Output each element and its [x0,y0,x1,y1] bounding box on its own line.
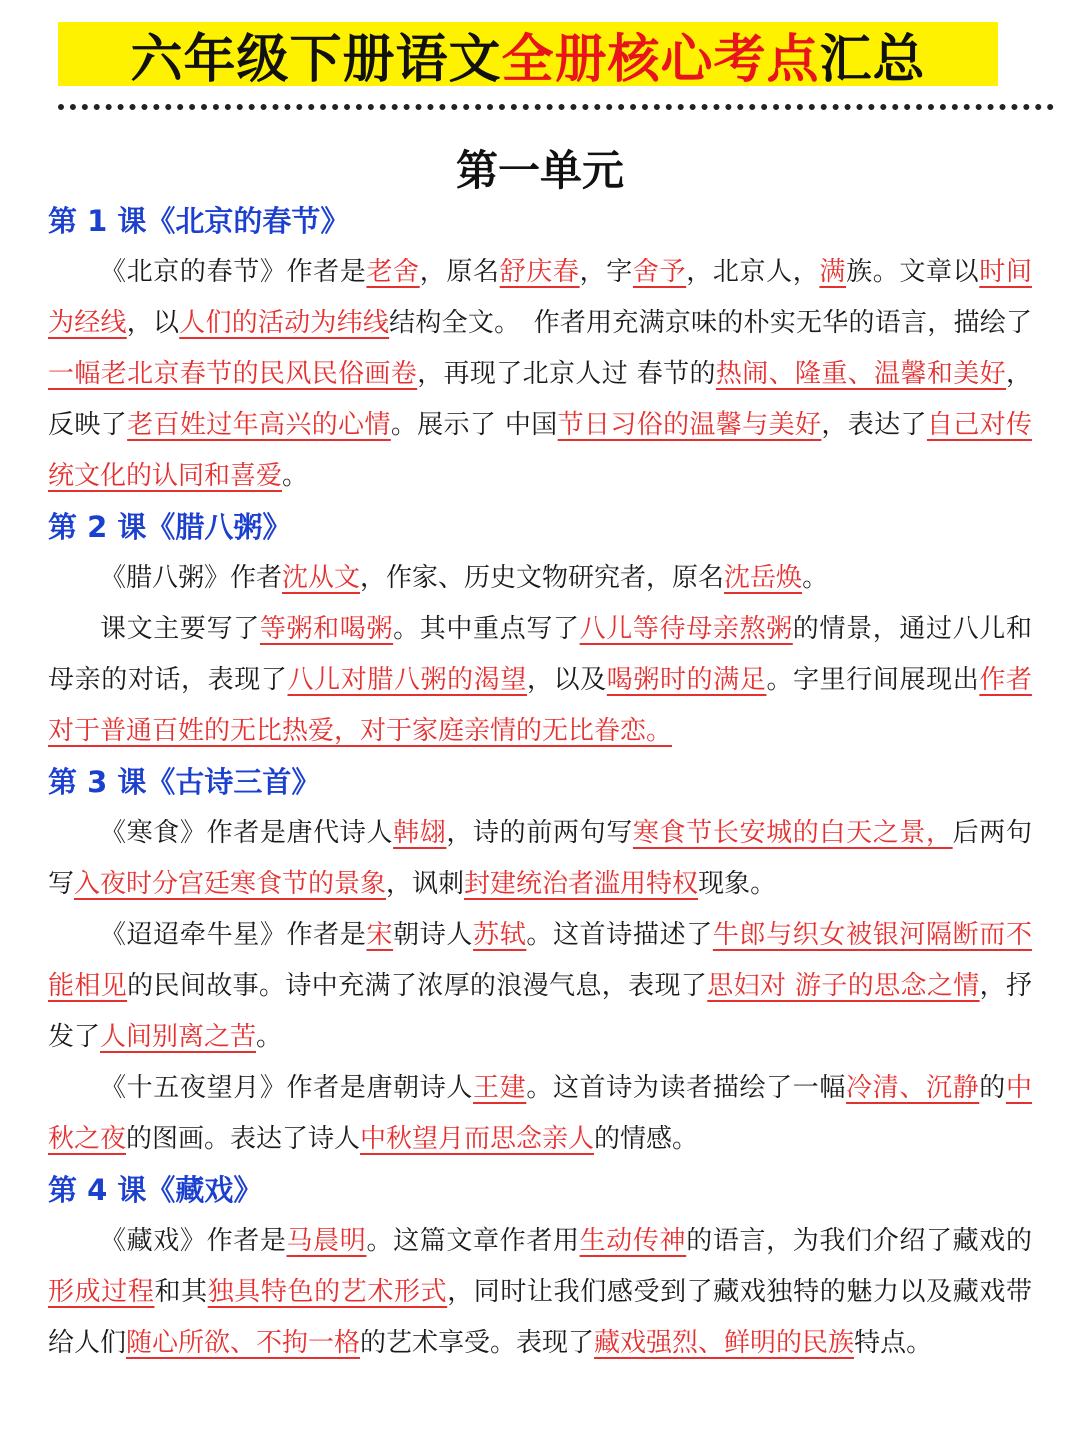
body-text: 《迢迢牵牛星》作者是 [100,920,367,950]
body-text: ，同时让我们感受到了藏戏独特的魅力以及藏戏带给人们 [48,1277,1032,1358]
unit-title: 第一单元 [455,146,624,195]
body-text: 的艺术享受。表现了 [360,1328,595,1358]
body-text: 《寒食》作者是唐代诗人 [100,818,394,848]
body-text: 的民间故事。诗中充满了浓厚的浪漫气息，表现了 [127,971,708,1001]
key-point-text: 热闹、隆重、温馨和美好 [715,359,1006,389]
lesson-heading: 第 4 课《藏戏》 [48,1173,263,1207]
key-point-text: 中秋之夜 [48,1073,1032,1154]
key-point-text: 作者对于普通百姓的无比热爱，对于家庭亲情的无比眷恋。 [48,665,1032,746]
body-text: 。展示了 中国 [390,410,558,440]
title-banner [58,22,998,90]
body-text: ，原名 [419,257,500,287]
body-text: 后两句写 [48,818,1032,899]
body-text: 的情感。 [594,1124,699,1154]
key-point-text: 王建 [473,1073,527,1103]
body-text: 《十五夜望月》作者是唐朝诗人 [100,1073,474,1103]
body-text: 。 [802,563,829,593]
lesson-paragraph [48,808,1032,910]
lesson-heading: 第 3 课《古诗三首》 [48,765,321,799]
body-text: ，诗的前两句写 [446,818,633,848]
key-point-text: 时间为经线 [48,257,1032,338]
lesson-heading: 第 1 课《北京的春节》 [48,204,350,238]
lesson-paragraph [48,1063,1032,1165]
body-text: ，再现了北京人过 春节的 [417,359,716,389]
body-text: ，讽刺 [386,869,465,899]
body-text: 的 [979,1073,1006,1103]
body-text: 《北京的春节》作者是 [100,257,367,287]
key-point-text: 寒食节长安城的白天之景， [632,818,953,848]
body-text: 《腊八粥》作者 [100,563,283,593]
key-point-text: 宋 [366,920,394,950]
body-text: 现象。 [698,869,777,899]
body-text: 特点。 [854,1328,933,1358]
body-text: 。这首诗描述了 [526,920,713,950]
key-point-text: 人间别离之苦 [100,1022,257,1052]
key-point-text: 等粥和喝粥 [259,614,394,644]
body-text: ，字 [579,257,633,287]
lesson-content [48,196,1032,1369]
key-point-text: 沈岳焕 [724,563,803,593]
body-text: 和其 [154,1277,208,1307]
body-text: ，抒发了 [48,971,1032,1052]
title-part-highlight: 全册核心考点 [501,29,820,90]
body-text: ，以 [126,308,180,338]
body-text: ，北京人， [686,257,820,287]
key-point-text: 喝粥时的满足 [606,665,767,695]
key-point-text: 沈从文 [282,563,361,593]
key-point-text: 马晨明 [286,1226,367,1256]
body-text: 课文主要写了 [100,614,260,644]
body-text: 。这篇文章作者用 [366,1226,580,1256]
lesson-paragraph [48,604,1032,757]
key-point-text: 封建统治者滥用特权 [464,869,699,899]
body-text: ，反映了 [48,359,1032,440]
dotted-divider [58,104,1054,110]
lesson-heading: 第 2 课《腊八粥》 [48,510,292,544]
body-text: 。 [256,1022,283,1052]
key-point-text: 舒庆春 [499,257,580,287]
key-point-text: 思妇对 游子的思念之情 [707,971,980,1001]
key-point-text: 独具特色的艺术形式 [207,1277,448,1307]
body-text: ，表达了 [821,410,927,440]
key-point-text: 形成过程 [48,1277,155,1307]
body-text: 。其中重点写了 [393,614,580,644]
key-point-text: 生动传神 [579,1226,687,1256]
body-text: 《藏戏》作者是 [100,1226,287,1256]
body-text: 朝诗人 [393,920,474,950]
key-point-text: 牛郎与织女被银河隔断而不能相见 [48,920,1032,1001]
key-point-text: 冷清、沉静 [846,1073,980,1103]
key-point-text: 老舍 [366,257,420,287]
key-point-text: 藏戏强烈、鲜明的民族 [594,1328,855,1358]
body-text: 的情景，通过八儿和母亲的对话，表现了 [48,614,1032,695]
body-text: 族。文章以 [846,257,980,287]
key-point-text: 八儿等待母亲熬粥 [579,614,793,644]
key-point-text: 中秋望月而思念亲人 [360,1124,595,1154]
body-text: 的语言，为我们介绍了藏戏的 [686,1226,1032,1256]
lesson-paragraph [48,910,1032,1063]
lesson-paragraph [48,1216,1032,1369]
key-point-text: 八儿对腊八粥的渴望 [287,665,527,695]
body-text: ，以及 [526,665,607,695]
key-point-text: 入夜时分宫廷寒食节的景象 [74,869,387,899]
key-point-text: 人们的活动为纬线 [179,308,390,338]
body-text: 。字里行间展现出 [766,665,980,695]
key-point-text: 苏轼 [473,920,527,950]
title-part-2: 汇总 [819,29,926,90]
key-point-text: 韩翃 [393,818,447,848]
key-point-text: 满 [819,257,847,287]
key-point-text: 老百姓过年高兴的心情 [127,410,391,440]
body-text: 。 [282,461,309,491]
body-text: 的图画。表达了诗人 [126,1124,361,1154]
lesson-paragraph [48,553,1032,604]
lesson-paragraph [48,247,1032,502]
key-point-text: 舍予 [632,257,687,287]
title-part-1: 六年级下册语文 [130,29,502,90]
body-text: ，作家、历史文物研究者，原名 [360,563,725,593]
key-point-text: 自己对传统文化的认同和喜爱 [48,410,1032,491]
body-text: 结构全文。 作者用充满京味的朴实无华的语言，描绘了 [389,308,1032,338]
body-text: 。这首诗为读者描绘了一幅 [526,1073,847,1103]
key-point-text: 一幅老北京春节的民风民俗画卷 [48,359,418,389]
key-point-text: 随心所欲、不拘一格 [126,1328,361,1358]
key-point-text: 节日习俗的温馨与美好 [557,410,822,440]
